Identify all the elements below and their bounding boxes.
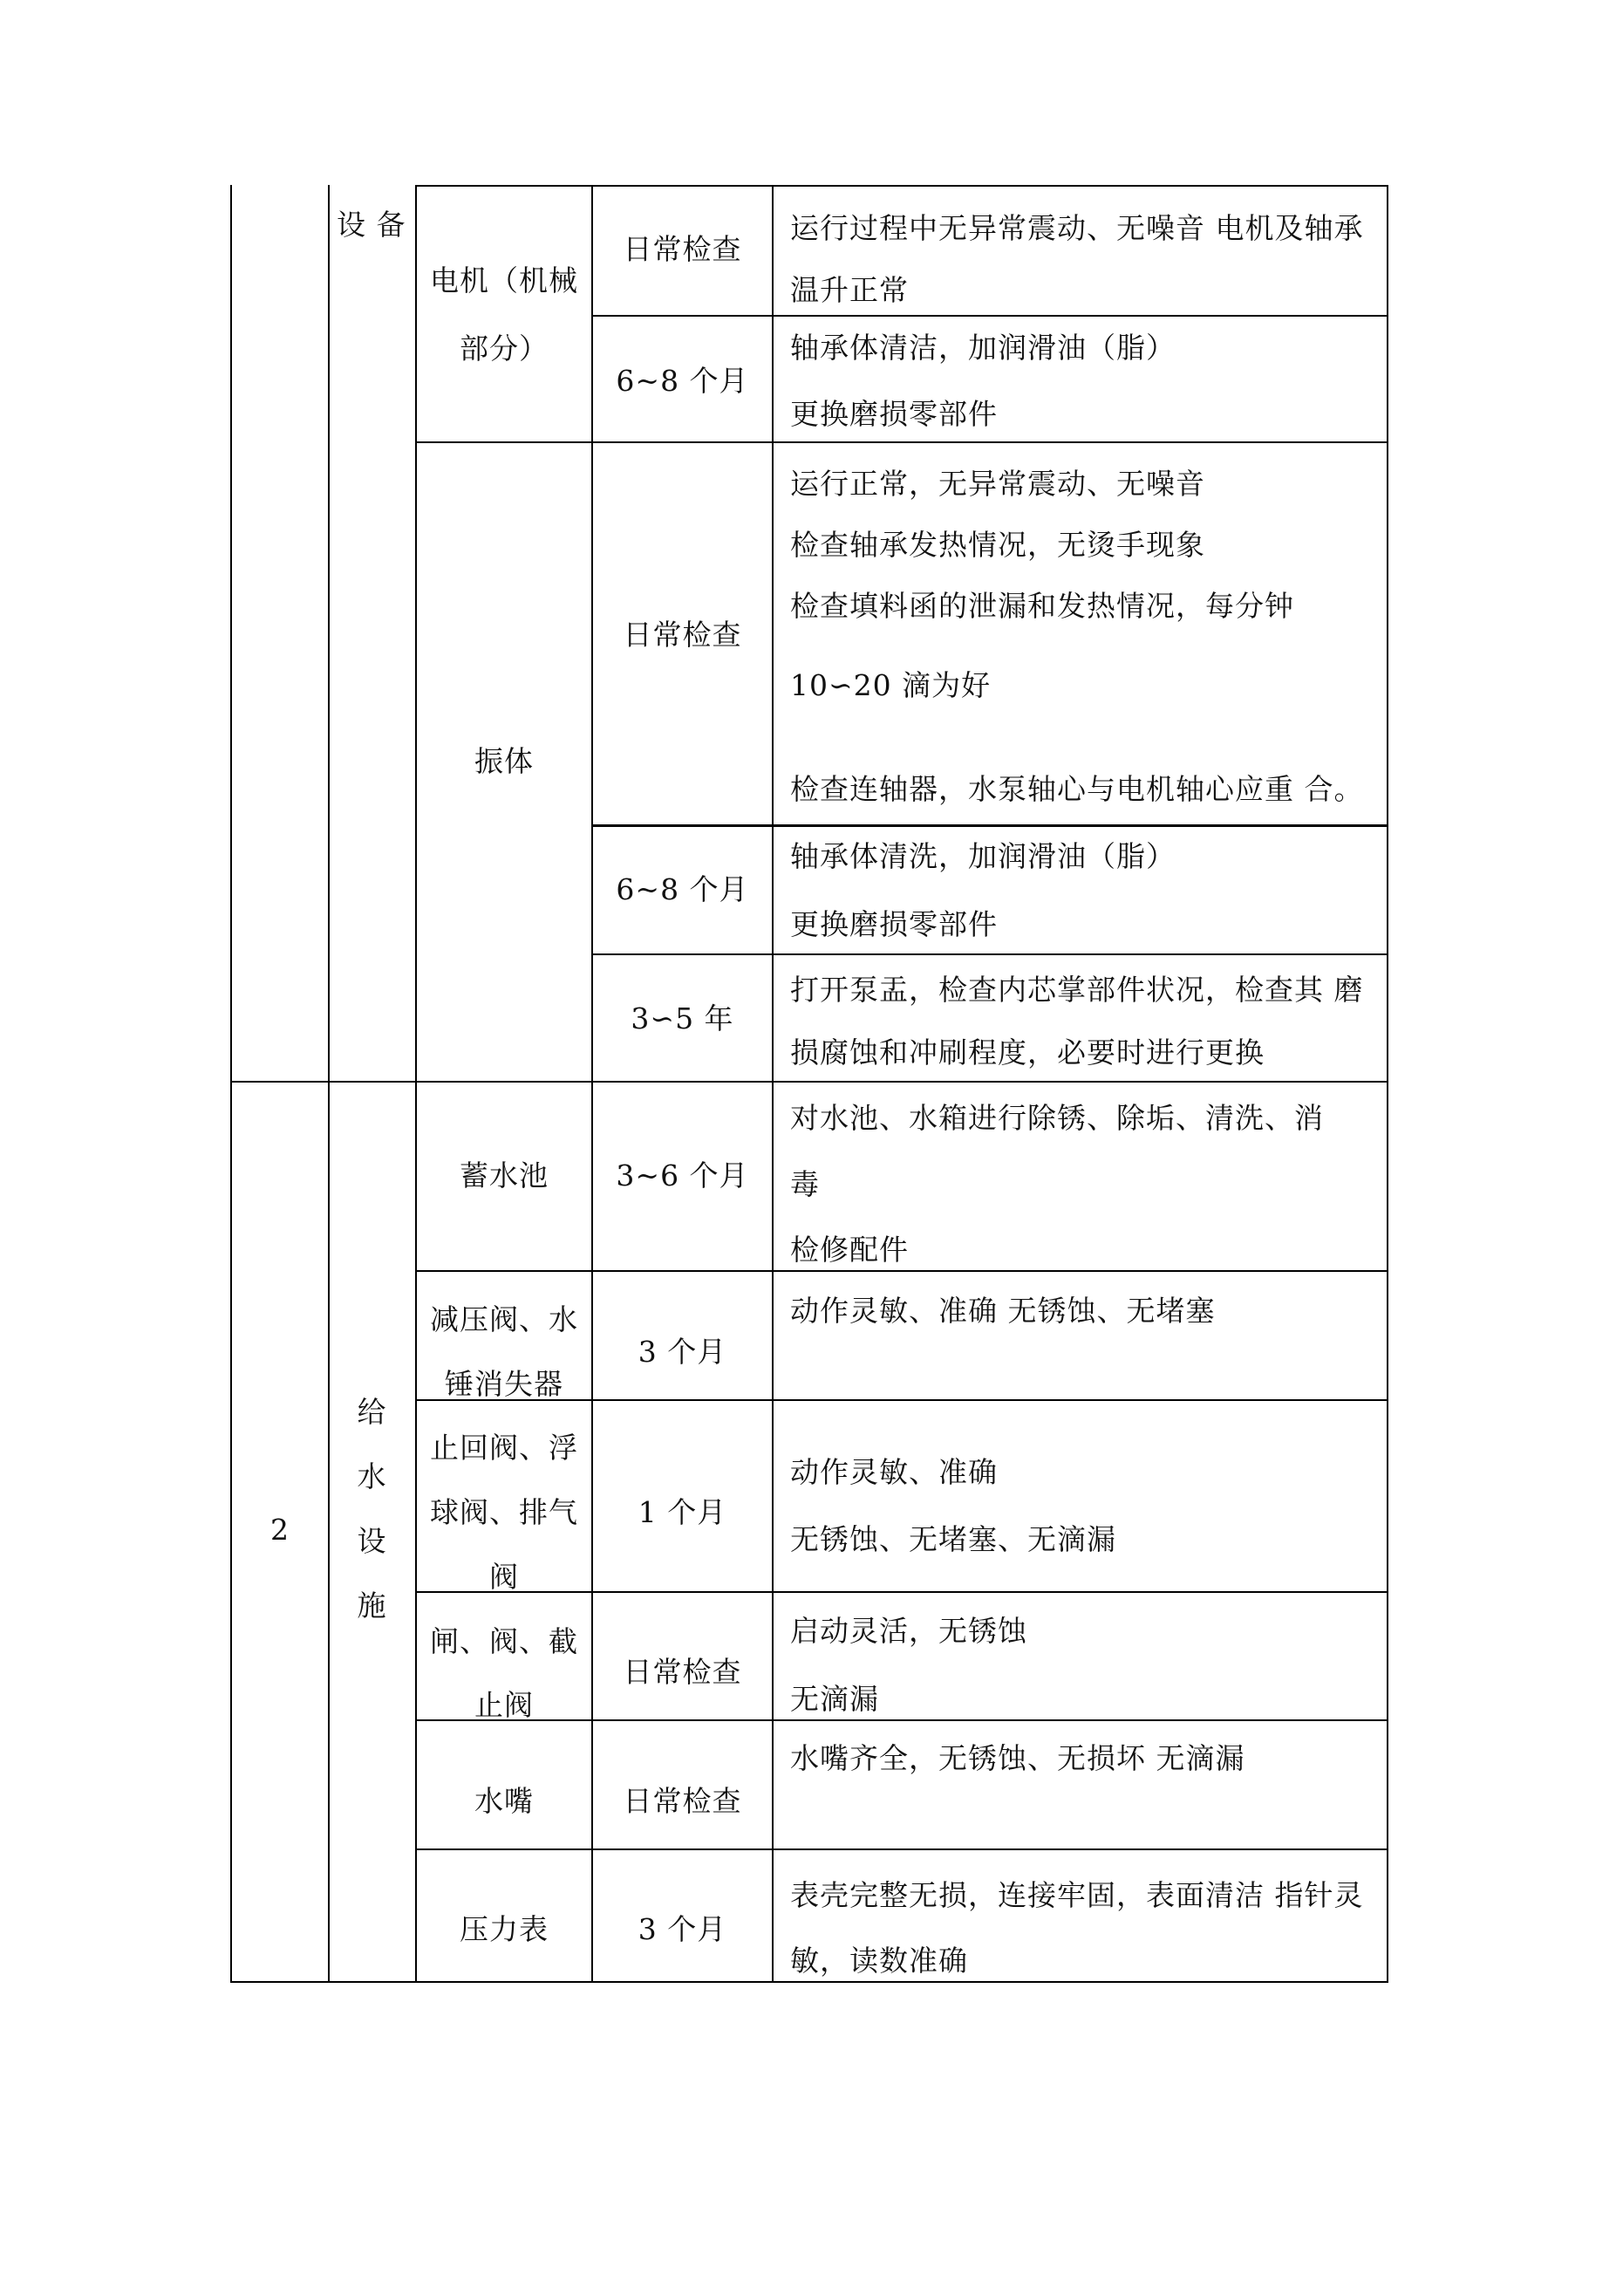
frequency-cell: 3~6 个月 [616,1158,749,1192]
frequency-cell: 日常检查 [623,232,742,266]
item-name-line: 电机（机械 [430,263,578,297]
grid-hline-row1 [415,1270,1388,1272]
category-label: 设 备 [337,208,406,242]
description-line: 轴承体清洁，加润滑油（脂） [790,331,1176,365]
grid-vline-2 [328,185,330,1983]
item-name-line: 阀 [489,1560,519,1594]
item-name: 振体 [474,744,534,778]
category-char: 水 [357,1459,386,1493]
item-name-line: 减压阀、水 [430,1302,578,1336]
grid-vline-5 [772,185,774,1983]
description-line: 打开泵盂，检查内芯掌部件状况，检查其 磨 [790,973,1364,1007]
frequency-cell: 日常检查 [623,1655,742,1689]
category-char: 给 [357,1395,386,1429]
grid-hline-bottom [230,1981,1388,1983]
description-line: 检查连轴器，水泵轴心与电机轴心应重 合。 [790,772,1364,806]
grid-vline-right [1387,185,1388,1983]
grid-hline-vib-daily [591,824,1388,827]
category-char: 施 [357,1589,386,1623]
description-line: 动作灵敏、准确 无锈蚀、无堵塞 [790,1294,1216,1328]
item-name-line: 止阀 [474,1688,534,1722]
grid-vline-4 [591,185,593,1983]
description-line: 10∽20 滴为好 [790,668,992,702]
description-line: 损腐蚀和冲刷程度，必要时进行更换 [790,1035,1265,1069]
frequency-cell: 3∽5 年 [631,1001,734,1035]
description-line: 更换磨损零部件 [790,397,998,431]
description-line: 敏，读数准确 [790,1944,968,1978]
item-name-line: 球阀、排气 [430,1495,578,1529]
description-line: 检查填料函的泄漏和发热情况，每分钟 [790,589,1294,623]
section-number: 2 [270,1513,290,1547]
item-name-line: 部分） [460,331,549,366]
description-line: 检修配件 [790,1233,909,1267]
frequency-cell: 日常检查 [623,1784,742,1818]
grid-hline-motor-end [415,441,1388,443]
description-line: 毒 [790,1167,820,1201]
description-line: 轴承体清洗，加润滑油（脂） [790,839,1176,873]
frequency-cell: 6~8 个月 [616,872,749,906]
description-line: 无锈蚀、无堵塞、无滴漏 [790,1522,1116,1556]
grid-hline-section-split [230,1081,1388,1083]
item-name-line: 止回阀、浮 [430,1431,578,1465]
frequency-cell: 日常检查 [623,618,742,652]
description-line: 更换磨损零部件 [790,907,998,941]
grid-hline-motor-daily [591,315,1388,317]
description-line: 无滴漏 [790,1682,879,1716]
description-line: 启动灵活，无锈蚀 [790,1614,1027,1648]
frequency-cell: 3 个月 [638,1335,727,1369]
category-char: 设 [357,1524,386,1558]
description-line: 对水池、水箱进行除锈、除垢、清洗、消 [790,1101,1324,1135]
item-name: 蓄水池 [460,1158,549,1192]
grid-hline-vib-periodic [591,953,1388,955]
item-name-line: 闸、阀、截 [430,1624,578,1658]
frequency-cell: 6~8 个月 [616,364,749,398]
category-label-vertical [345,1380,398,1638]
description-line: 水嘴齐全，无锈蚀、无损坏 无滴漏 [790,1741,1245,1775]
description-line: 运行过程中无异常震动、无噪音 电机及轴承 [790,211,1364,245]
description-line: 表壳完整无损，连接牢固，表面清洁 指针灵 [790,1878,1364,1912]
frequency-cell: 1 个月 [638,1495,727,1529]
grid-vline-left [230,185,232,1983]
item-name: 压力表 [460,1912,549,1946]
description-line: 运行正常，无异常震动、无噪音 [790,467,1205,501]
item-name-line: 锤消失器 [445,1367,563,1401]
description-line: 动作灵敏、准确 [790,1455,998,1489]
grid-hline-row5 [415,1848,1388,1850]
frequency-cell: 3 个月 [638,1912,727,1946]
item-name: 水嘴 [474,1784,534,1818]
description-line: 检查轴承发热情况，无烫手现象 [790,528,1205,562]
grid-hline-top [415,185,1388,187]
description-line: 温升正常 [790,273,909,307]
